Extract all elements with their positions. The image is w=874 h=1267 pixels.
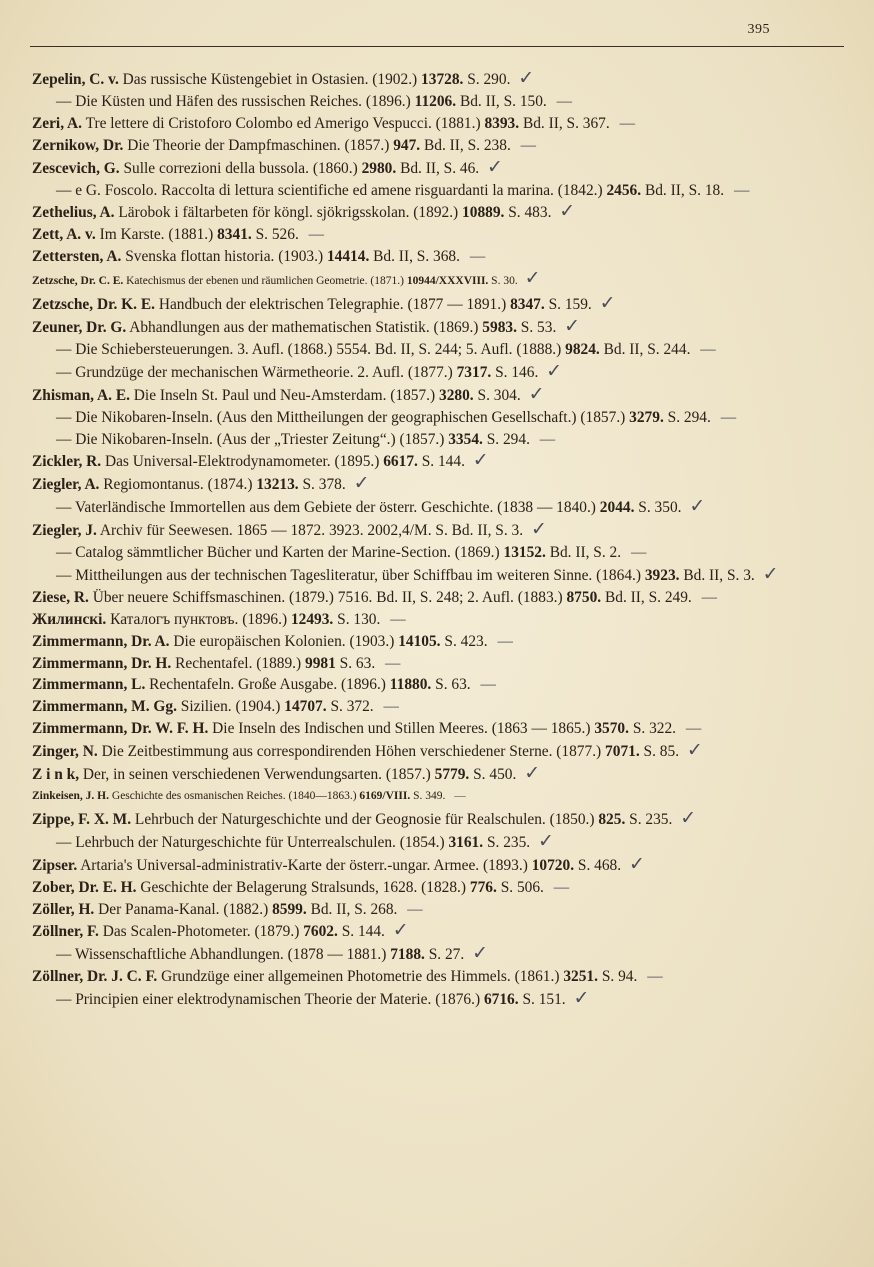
checkmark-icon: ✓	[689, 495, 706, 518]
entry-title: Svenska flottan historia. (1903.)	[125, 248, 324, 266]
catalog-subentry	[32, 407, 802, 429]
entry-reference: S. 235.	[486, 833, 531, 851]
catalog-entry	[32, 653, 802, 675]
entry-reference: S. 151.	[522, 991, 566, 1009]
entry-reference: S. 450.	[473, 766, 517, 784]
entry-reference: Bd. II, S. 238.	[424, 136, 511, 154]
entry-number: 947.	[393, 136, 421, 154]
entry-number: 3251.	[563, 968, 598, 986]
entry-number: 776.	[469, 878, 497, 896]
entry-author: Zober, Dr. E. H.	[32, 878, 137, 896]
entry-title: Das Scalen-Photometer. (1879.)	[102, 923, 300, 941]
catalog-entry	[32, 899, 802, 921]
dash-mark: —	[556, 92, 573, 110]
dash-mark: —	[647, 968, 663, 986]
entry-reference: S. 322.	[632, 720, 677, 738]
dash-mark: —	[630, 544, 647, 562]
entry-number: 825.	[598, 810, 626, 828]
catalog-entry	[32, 808, 802, 831]
entry-title: — Grundzüge der mechanischen Wärmetheorie. 2. Aufl. (1877.)	[56, 363, 453, 381]
entry-number: 14105.	[398, 632, 441, 650]
entry-author: Zickler, R.	[32, 453, 102, 471]
catalog-subentry	[32, 339, 802, 361]
catalog-entry	[32, 920, 802, 943]
entry-number: 10889.	[462, 204, 505, 222]
catalog-entry	[32, 384, 802, 407]
dash-mark: —	[385, 654, 401, 672]
catalog-entry	[32, 473, 802, 496]
dash-mark: —	[308, 226, 325, 244]
entry-author: Zöllner, Dr. J. C. F.	[32, 968, 158, 986]
entry-title: Der Panama-Kanal. (1882.)	[98, 900, 269, 918]
entry-author: Zipser.	[32, 856, 78, 874]
entry-title: Каталогъ пунктовъ. (1896.)	[110, 610, 288, 628]
dash-mark: —	[454, 790, 466, 802]
catalog-entry	[32, 135, 802, 157]
entry-title: Lärobok i fältarbeten för köngl. sjökrigsskolan. (1892.)	[118, 204, 459, 222]
checkmark-icon: ✓	[546, 359, 563, 382]
entry-title: Sizilien. (1904.)	[180, 698, 281, 716]
entry-reference: Bd. II, S. 268.	[310, 900, 398, 918]
checkmark-icon: ✓	[530, 518, 547, 541]
entry-number: 7602.	[303, 923, 338, 941]
entry-title: Die europäischen Kolonien. (1903.)	[173, 632, 395, 650]
entry-reference: S. 94.	[601, 968, 638, 986]
entry-reference: Bd. II, S. 368.	[373, 248, 460, 266]
catalog-subentry	[32, 496, 802, 519]
entry-number: 9824.	[565, 340, 600, 358]
entry-number: 11880.	[389, 676, 432, 694]
entry-author: Zöllner, F.	[32, 923, 99, 941]
entry-author: Zinkeisen, J. H.	[32, 790, 110, 802]
entry-author: Жилинскi.	[32, 610, 107, 628]
entry-title: — Principien einer elektrodynamischen Theorie der Materie. (1876.)	[56, 991, 481, 1009]
entry-title: — Die Nikobaren-Inseln. (Aus der „Triester Zeitung“.) (1857.)	[56, 430, 445, 448]
entry-number: 6617.	[383, 453, 418, 471]
catalog-entry	[32, 224, 802, 246]
entry-title: Die Zeitbestimmung aus correspondirenden Höhen verschiedener Sterne. (1877.)	[101, 743, 602, 761]
entry-reference: Bd. II, S. 3.	[451, 522, 524, 540]
dash-mark: —	[480, 676, 496, 694]
entry-title: — Lehrbuch der Naturgeschichte für Unterrealschulen. (1854.)	[56, 833, 445, 851]
catalog-subentry	[32, 91, 802, 113]
catalog-entry	[32, 68, 802, 91]
dash-mark: —	[553, 878, 570, 896]
entry-reference: Bd. II, S. 367.	[522, 114, 610, 132]
catalog-subentry	[32, 831, 802, 854]
dash-mark: —	[700, 340, 716, 358]
entry-author: Zescevich, G.	[32, 159, 120, 177]
entry-reference: S. 350.	[638, 499, 682, 517]
entry-number: 10720.	[531, 856, 575, 874]
entry-reference: S. 144.	[341, 923, 385, 941]
entry-reference: S. 63.	[339, 654, 376, 672]
catalog-entry	[32, 631, 802, 653]
catalog-entry	[32, 113, 802, 135]
entry-number: 8347.	[510, 296, 545, 314]
checkmark-icon: ✓	[599, 292, 616, 315]
checkmark-icon: ✓	[524, 267, 541, 290]
catalog-entry	[32, 246, 802, 268]
entry-title: Handbuch der elektrischen Telegraphie. (1877 — 1891.)	[158, 296, 507, 314]
checkmark-icon: ✓	[524, 762, 541, 785]
entry-number: 7188.	[390, 946, 425, 964]
entry-reference: S. 27.	[428, 946, 465, 964]
entry-title: Archiv für Seewesen. 1865 — 1872. 3923. 2002,4/M. S.	[99, 522, 448, 540]
catalog-entry	[32, 763, 802, 786]
entry-reference: S. 235.	[629, 810, 673, 828]
entry-reference: S. 506.	[500, 878, 544, 896]
checkmark-icon: ✓	[573, 987, 590, 1010]
entry-number: 7071.	[605, 743, 640, 761]
entry-title: — Catalog sämmtlicher Bücher und Karten der Marine-Section. (1869.)	[56, 544, 500, 562]
entry-reference: Bd. II, S. 2.	[549, 544, 622, 562]
entry-author: Z i n k,	[32, 766, 80, 784]
entry-author: Zimmermann, Dr. H.	[32, 654, 172, 672]
entry-reference: S. 378.	[302, 476, 346, 494]
entry-number: 3354.	[448, 430, 483, 448]
entry-author: Zett, A. v.	[32, 226, 96, 244]
dash-mark: —	[383, 698, 399, 716]
entry-title: Regiomontanus. (1874.)	[103, 476, 253, 494]
dash-mark: —	[733, 181, 750, 199]
dash-mark: —	[407, 900, 423, 918]
dash-mark: —	[619, 114, 635, 132]
entry-author: Zimmermann, L.	[32, 676, 146, 694]
catalog-entry	[32, 157, 802, 180]
entry-title: Geschichte der Belagerung Stralsunds, 1628. (1828.)	[140, 878, 467, 896]
entry-number: 5779.	[434, 766, 470, 784]
checkmark-icon: ✓	[528, 382, 545, 405]
entry-author: Zetzsche, Dr. C. E.	[32, 275, 124, 288]
entry-title: — Mittheilungen aus der technischen Tagesliteratur, über Schiffbau im weiteren Sinne. (1864.)	[56, 566, 641, 584]
dash-mark: —	[520, 136, 537, 154]
entry-number: 2980.	[361, 159, 397, 177]
entry-reference: S. 85.	[643, 743, 680, 761]
entry-reference: S. 144.	[421, 453, 465, 471]
entry-number: 14707.	[284, 698, 327, 716]
catalog-entry	[32, 854, 802, 877]
entry-reference: Bd. II, S. 150.	[459, 92, 547, 110]
entry-reference: Bd. II, S. 46.	[400, 159, 480, 177]
checkmark-icon: ✓	[487, 155, 503, 178]
entry-reference: S. 294.	[486, 430, 530, 448]
entry-title: Die Inseln des Indischen und Stillen Meeres. (1863 — 1865.)	[212, 720, 591, 738]
entry-title: Über neuere Schiffsmaschinen. (1879.) 7516. Bd. II, S. 248; 2. Aufl. (1883.)	[92, 588, 563, 606]
checkmark-icon: ✓	[392, 919, 409, 942]
entry-author: Zernikow, Dr.	[32, 136, 124, 154]
catalog-subentry	[32, 943, 802, 966]
entry-title: Sulle correzioni della bussola. (1860.)	[123, 159, 358, 177]
entry-reference: S. 294.	[667, 408, 711, 426]
entry-title: Das russische Küstengebiet in Ostasien. (1902.)	[122, 71, 418, 88]
entry-number: 13152.	[503, 544, 546, 562]
checkmark-icon: ✓	[472, 449, 489, 472]
catalog-entry	[32, 293, 802, 316]
entry-author: Zettersten, A.	[32, 248, 122, 266]
dash-mark: —	[497, 632, 513, 650]
dash-mark: —	[469, 248, 486, 266]
entry-author: Ziegler, A.	[32, 476, 100, 494]
entry-title: Die Inseln St. Paul und Neu-Amsterdam. (1857.)	[133, 386, 436, 404]
dash-mark: —	[720, 408, 737, 426]
catalog-entry	[32, 519, 802, 542]
entry-author: Zetzsche, Dr. K. E.	[32, 296, 155, 314]
entry-number: 2456.	[606, 181, 642, 199]
entry-author: Zimmermann, Dr. W. F. H.	[32, 720, 209, 738]
catalog-entry	[32, 609, 802, 631]
entry-number: 8341.	[217, 226, 252, 244]
entry-number: 13213.	[256, 476, 299, 494]
entry-title: Lehrbuch der Naturgeschichte und der Geognosie für Realschulen. (1850.)	[134, 810, 595, 828]
catalog-entry	[32, 674, 802, 696]
entry-author: Zeuner, Dr. G.	[32, 318, 127, 336]
entry-number: 12493.	[290, 610, 334, 628]
checkmark-icon: ✓	[559, 200, 576, 223]
catalog-entry	[32, 718, 802, 740]
catalog-subentry	[32, 180, 802, 202]
catalog-entries	[32, 68, 802, 1011]
checkmark-icon: ✓	[518, 67, 535, 89]
entry-reference: Bd. II, S. 244.	[603, 340, 691, 358]
entry-title: Das Universal-Elektrodynamometer. (1895.)	[104, 453, 380, 471]
entry-author: Zippe, F. X. M.	[32, 810, 132, 828]
entry-title: Der, in seinen verschiedenen Verwendungsarten. (1857.)	[82, 766, 431, 784]
entry-title: Die Theorie der Dampfmaschinen. (1857.)	[127, 136, 390, 154]
entry-title: — Vaterländische Immortellen aus dem Gebiete der österr. Geschichte. (1838 — 1840.)	[56, 499, 596, 517]
entry-author: Zhisman, A. E.	[32, 386, 130, 404]
entry-title: Rechentafeln. Große Ausgabe. (1896.)	[149, 676, 386, 694]
checkmark-icon: ✓	[680, 806, 697, 829]
entry-author: Zeri, A.	[32, 114, 83, 132]
entry-number: 10944/XXXVIII.	[406, 275, 489, 288]
entry-author: Zinger, N.	[32, 743, 98, 761]
entry-title: Geschichte des osmanischen Reiches. (1840—1863.)	[111, 790, 357, 802]
catalog-subentry	[32, 988, 802, 1011]
entry-title: — e G. Foscolo. Raccolta di lettura scientifiche ed amene risguardanti la marina. (1842.)	[56, 181, 603, 199]
catalog-entry	[32, 316, 802, 339]
entry-author: Zöller, H.	[32, 900, 95, 918]
catalog-entry	[32, 786, 802, 808]
catalog-entry	[32, 740, 802, 763]
checkmark-icon: ✓	[628, 852, 645, 875]
entry-reference: S. 372.	[330, 698, 374, 716]
catalog-entry	[32, 966, 802, 988]
entry-author: Zimmermann, Dr. A.	[32, 632, 170, 650]
catalog-subentry	[32, 429, 802, 451]
catalog-entry	[32, 268, 802, 293]
catalog-subentry	[32, 542, 802, 564]
entry-number: 6169/VIII.	[359, 790, 411, 802]
entry-number: 3570.	[594, 720, 629, 738]
catalog-entry	[32, 450, 802, 473]
entry-reference: S. 304.	[477, 386, 521, 404]
entry-number: 7317.	[456, 363, 492, 381]
entry-number: 8599.	[272, 900, 307, 918]
entry-reference: S. 349.	[413, 790, 446, 802]
entry-author: Zethelius, A.	[32, 204, 115, 222]
entry-number: 8393.	[484, 114, 520, 132]
entry-reference: S. 53.	[520, 318, 557, 336]
entry-reference: S. 30.	[491, 275, 518, 288]
entry-author: Zimmermann, M. Gg.	[32, 698, 177, 716]
dash-mark: —	[390, 610, 406, 628]
checkmark-icon: ✓	[686, 739, 703, 762]
entry-reference: S. 130.	[337, 610, 381, 628]
entry-number: 14414.	[326, 248, 370, 266]
entry-reference: Bd. II, S. 249.	[604, 588, 692, 606]
entry-number: 3280.	[439, 386, 474, 404]
entry-reference: S. 526.	[255, 226, 299, 244]
entry-title: Abhandlungen aus der mathematischen Statistik. (1869.)	[129, 318, 479, 336]
entry-reference: S. 159.	[548, 296, 592, 314]
page-number: 395	[747, 22, 770, 37]
entry-reference: Bd. II, S. 3.	[683, 566, 755, 584]
entry-title: — Die Schiebersteuerungen. 3. Aufl. (1868.) 5554. Bd. II, S. 244; 5. Aufl. (1888.)	[56, 340, 562, 358]
header-rule	[30, 46, 844, 47]
entry-number: 11206.	[414, 92, 457, 110]
entry-author: Ziese, R.	[32, 588, 89, 606]
entry-reference: S. 468.	[577, 856, 622, 874]
entry-number: 3923.	[644, 566, 680, 584]
catalog-subentry	[32, 564, 802, 587]
entry-number: 3279.	[629, 408, 664, 426]
entry-reference: S. 290.	[467, 71, 511, 88]
entry-title: Katechismus der ebenen und räumlichen Geometrie. (1871.)	[126, 275, 404, 288]
entry-reference: S. 423.	[444, 632, 488, 650]
entry-number: 13728.	[421, 71, 464, 88]
catalog-entry	[32, 201, 802, 224]
entry-number: 9981	[305, 654, 336, 672]
entry-number: 2044.	[599, 499, 635, 517]
entry-reference: S. 483.	[508, 204, 552, 222]
catalog-subentry	[32, 361, 802, 384]
entry-title: — Die Küsten und Häfen des russischen Reiches. (1896.)	[56, 92, 411, 110]
entry-title: Rechentafel. (1889.)	[175, 654, 302, 672]
catalog-entry	[32, 696, 802, 718]
entry-reference: Bd. II, S. 18.	[644, 181, 725, 199]
dash-mark: —	[539, 430, 556, 448]
entry-title: — Die Nikobaren-Inseln. (Aus den Mittheilungen der geographischen Gesellschaft.) (1857.)	[56, 408, 626, 426]
entry-title: — Wissenschaftliche Abhandlungen. (1878 — 1881.)	[56, 946, 387, 964]
checkmark-icon: ✓	[564, 314, 581, 337]
checkmark-icon: ✓	[353, 472, 370, 495]
entry-author: Ziegler, J.	[32, 522, 97, 540]
dash-mark: —	[685, 720, 702, 738]
catalog-entry	[32, 587, 802, 609]
entry-title: Artaria's Universal-administrativ-Karte der österr.-ungar. Armee. (1893.)	[80, 856, 528, 874]
entry-author: Zepelin, C. v.	[32, 71, 119, 88]
entry-title: Grundzüge einer allgemeinen Photometrie des Himmels. (1861.)	[161, 968, 560, 986]
checkmark-icon: ✓	[538, 829, 554, 852]
catalog-entry	[32, 877, 802, 899]
entry-number: 5983.	[482, 318, 517, 336]
checkmark-icon: ✓	[762, 562, 779, 585]
entry-title: Im Karste. (1881.)	[99, 226, 214, 244]
entry-reference: S. 63.	[435, 676, 471, 694]
entry-number: 3161.	[448, 833, 484, 851]
checkmark-icon: ✓	[472, 942, 489, 965]
entry-title: Tre lettere di Cristoforo Colombo ed Amerigo Vespucci. (1881.)	[85, 114, 481, 132]
entry-number: 8750.	[566, 588, 602, 606]
entry-reference: S. 146.	[495, 363, 539, 381]
entry-number: 6716.	[483, 991, 519, 1009]
dash-mark: —	[701, 588, 718, 606]
